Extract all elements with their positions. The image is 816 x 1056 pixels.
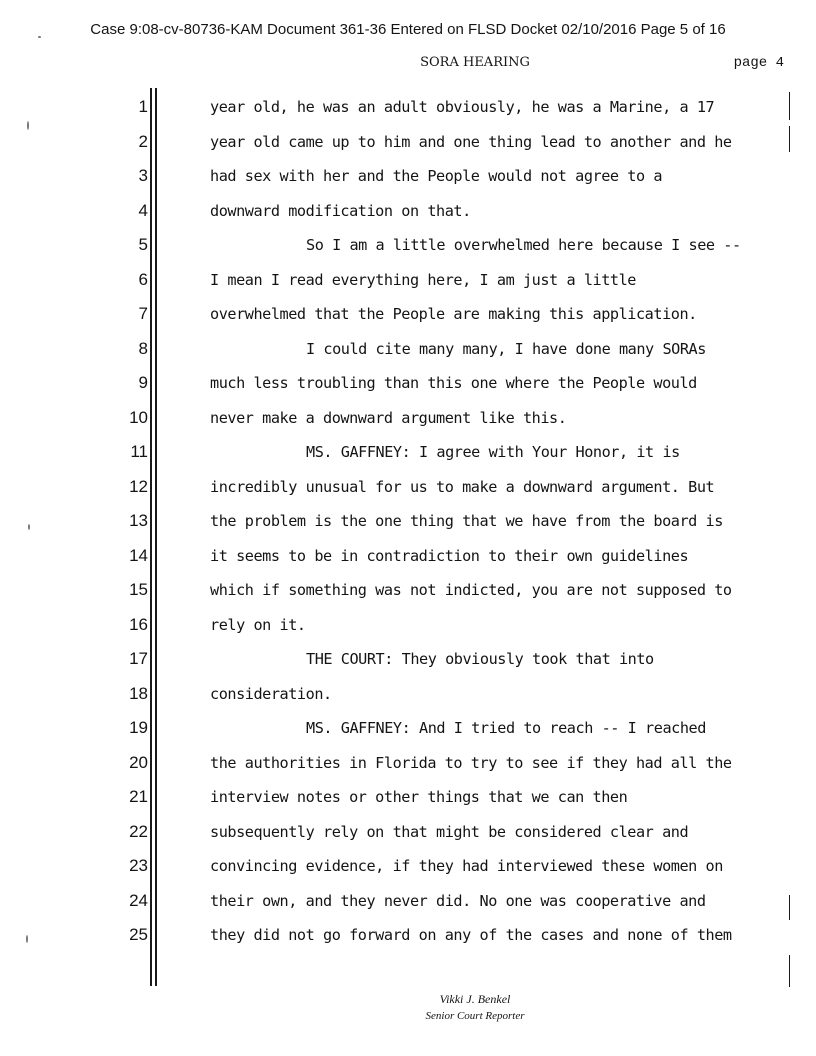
transcript-line [0,401,816,436]
transcript-line [0,780,816,815]
line-text: the problem is the one thing that we have from the board is [210,512,723,530]
line-text: downward modification on that. [210,201,471,220]
scan-speck [26,935,28,943]
line-text: MS. GAFFNEY: I agree with Your Honor, it is [306,443,680,461]
transcript-line [0,263,816,298]
line-number: 8 [138,338,148,358]
line-number: 19 [129,718,148,737]
transcript-line [0,849,816,884]
line-text: rely on it. [210,615,306,634]
transcript-line [0,332,816,367]
reporter-title: Senior Court Reporter [425,1010,525,1022]
line-number: 24 [129,890,148,910]
line-number: 21 [129,787,148,806]
transcript-line [0,366,816,401]
line-text: THE COURT: They obviously took that into [306,650,654,668]
transcript-body [0,90,816,953]
line-text: they did not go forward on any of the cases and none of them [210,926,732,944]
transcript-line [0,125,816,160]
line-number: 6 [138,269,148,289]
line-text: year old came up to him and one thing lead to another and he [210,132,732,151]
line-text: had sex with her and the People would not agree to a [210,167,663,185]
transcript-line [0,470,816,505]
transcript-line [0,228,816,263]
page-header [0,55,816,73]
line-text: convincing evidence, if they had interviewed these women on [210,857,723,875]
transcript-line [0,677,816,712]
transcript-line [0,159,816,194]
transcript-line [0,539,816,574]
line-number: 17 [129,649,148,668]
line-number: 22 [129,821,148,841]
line-text: interview notes or other things that we can then [210,788,628,806]
line-text: incredibly unusual for us to make a downward argument. But [210,477,715,496]
line-number: 10 [129,407,148,427]
line-number: 7 [138,304,148,323]
transcript-line [0,573,816,608]
scan-speck [27,121,29,130]
line-text: it seems to be in contradiction to their own guidelines [210,546,689,565]
line-number: 5 [138,235,148,254]
transcript-line [0,435,816,470]
line-number: 4 [138,200,148,220]
line-text: overwhelmed that the People are making this application. [210,305,697,323]
line-number: 20 [129,752,148,772]
transcript-line [0,297,816,332]
line-number: 23 [129,856,148,875]
line-number: 13 [129,511,148,530]
line-text: year old, he was an adult obviously, he was a Marine, a 17 [210,98,715,116]
transcript-line [0,884,816,919]
line-text: their own, and they never did. No one was cooperative and [210,891,706,910]
line-text: never make a downward argument like this. [210,408,567,427]
transcript-line [0,746,816,781]
transcript-line [0,608,816,643]
transcript-line [0,711,816,746]
line-number: 16 [129,614,148,634]
line-text: subsequently rely on that might be considered clear and [210,822,689,841]
hearing-title: SORA HEARING [420,55,530,70]
transcript-line [0,504,816,539]
line-number: 1 [138,97,148,116]
line-text: consideration. [210,684,332,703]
line-number: 12 [129,476,148,496]
line-number: 25 [129,925,148,944]
line-text: So I am a little overwhelmed here because I see -- [306,236,741,254]
docket-stamp: Case 9:08-cv-80736-KAM Document 361-36 Entered on FLSD Docket 02/10/2016 Page 5 of 16 [90,21,726,38]
transcript-line [0,642,816,677]
transcript-line [0,194,816,229]
reporter-name: Vikki J. Benkel [439,992,511,1006]
line-number: 14 [129,545,148,565]
scan-speck [28,524,30,530]
line-number: 2 [138,131,148,151]
line-number: 15 [129,580,148,599]
line-number: 3 [138,166,148,185]
transcript-line [0,918,816,953]
line-text: which if something was not indicted, you are not supposed to [210,581,732,599]
line-text: much less troubling than this one where the People would [210,374,697,392]
scan-speck [38,36,41,38]
line-number: 9 [138,373,148,392]
line-text: the authorities in Florida to try to see if they had all the [210,753,732,772]
page-number: page 4 [733,55,784,71]
line-number: 11 [130,442,148,461]
line-text: I mean I read everything here, I am just a little [210,270,636,289]
right-margin-rule [789,955,790,987]
line-text: MS. GAFFNEY: And I tried to reach -- I reached [306,719,706,737]
transcript-line [0,90,816,125]
transcript-line [0,815,816,850]
line-text: I could cite many many, I have done many SORAs [306,339,706,358]
line-number: 18 [129,683,148,703]
